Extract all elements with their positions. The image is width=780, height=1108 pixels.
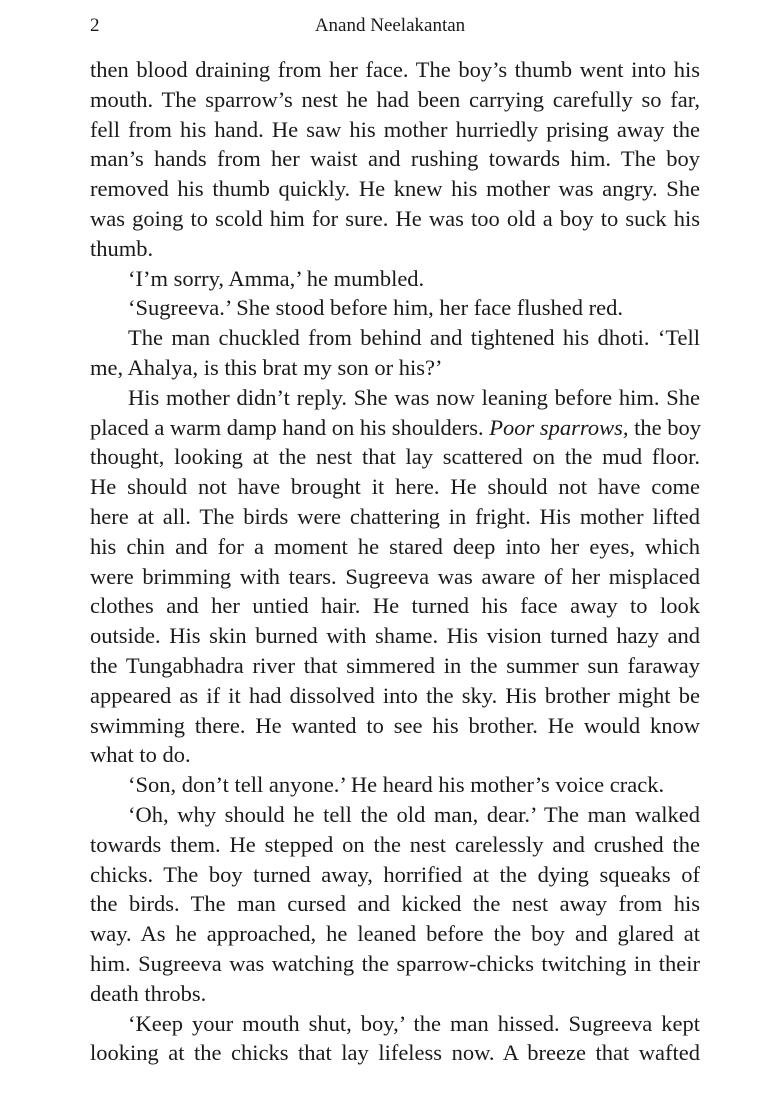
text-line: swimming there. He wanted to see his brother. He would know [90, 712, 700, 738]
text-line: His mother didn’t reply. She was now leaning before him. She [128, 384, 700, 410]
text-line: man’s hands from her waist and rushing towards him. The boy [90, 146, 700, 172]
text-line: then blood draining from her face. The boy’s thumb went into his [90, 57, 700, 82]
text-line: removed his thumb quickly. He knew his mother was angry. She [90, 176, 700, 202]
text-line: appeared as if it had dissolved into the sky. His brother might be [90, 682, 700, 708]
text-line: clothes and her untied hair. He turned his face away to look [90, 593, 700, 619]
text-segment: the boy [628, 414, 701, 440]
text-line: thought, looking at the nest that lay scattered on the mud floor. [90, 444, 700, 470]
text-line: The man chuckled from behind and tightened his dhoti. ‘Tell [128, 325, 700, 351]
text-line: thumb. [90, 235, 154, 261]
text-line: chicks. The boy turned away, horrified at the dying squeaks of [90, 861, 700, 887]
text-line: were brimming with tears. Sugreeva was aware of her misplaced [90, 563, 700, 589]
text-line: way. As he approached, he leaned before the boy and glared at [90, 921, 700, 947]
text-line: was going to scold him for sure. He was too old a boy to suck his [90, 205, 700, 231]
text-line: me, Ahalya, is this brat my son or his?’ [90, 354, 443, 380]
text-line: what to do. [90, 742, 191, 768]
text-line: his chin and for a moment he stared deep into her eyes, which [90, 533, 700, 559]
text-line: ‘Keep your mouth shut, boy,’ the man hissed. Sugreeva kept [128, 1010, 700, 1036]
italic-text: Poor sparrows, [489, 414, 629, 440]
text-line: He should not have brought it here. He should not have come [90, 474, 700, 500]
text-line: ‘Oh, why should he tell the old man, dear.’ The man walked [128, 801, 700, 827]
text-line [90, 413, 700, 443]
page-body-text [90, 55, 700, 1068]
text-line: the Tungabhadra river that simmered in the summer sun faraway [90, 652, 700, 678]
text-line: fell from his hand. He saw his mother hurriedly prising away the [90, 116, 700, 142]
text-line: him. Sugreeva was watching the sparrow-chicks twitching in their [90, 950, 700, 976]
text-segment: placed a warm damp hand on his shoulders. [90, 414, 490, 440]
text-line: towards them. He stepped on the nest carelessly and crushed the [90, 831, 700, 857]
text-line: here at all. The birds were chattering in fright. His mother lifted [90, 503, 700, 529]
text-line: death throbs. [90, 980, 207, 1006]
text-line: ‘I’m sorry, Amma,’ he mumbled. [128, 265, 425, 291]
page-number: 2 [90, 15, 100, 36]
text-line: the birds. The man cursed and kicked the nest away from his [90, 891, 700, 917]
text-line: ‘Sugreeva.’ She stood before him, her face flushed red. [128, 295, 624, 321]
text-line: outside. His skin burned with shame. His vision turned hazy and [90, 623, 700, 649]
running-head: Anand Neelakantan [314, 15, 466, 36]
text-line: ‘Son, don’t tell anyone.’ He heard his mother’s voice crack. [128, 772, 665, 798]
text-line: mouth. The sparrow’s nest he had been carrying carefully so far, [90, 86, 700, 112]
text-line: looking at the chicks that lay lifeless now. A breeze that wafted [90, 1040, 700, 1066]
